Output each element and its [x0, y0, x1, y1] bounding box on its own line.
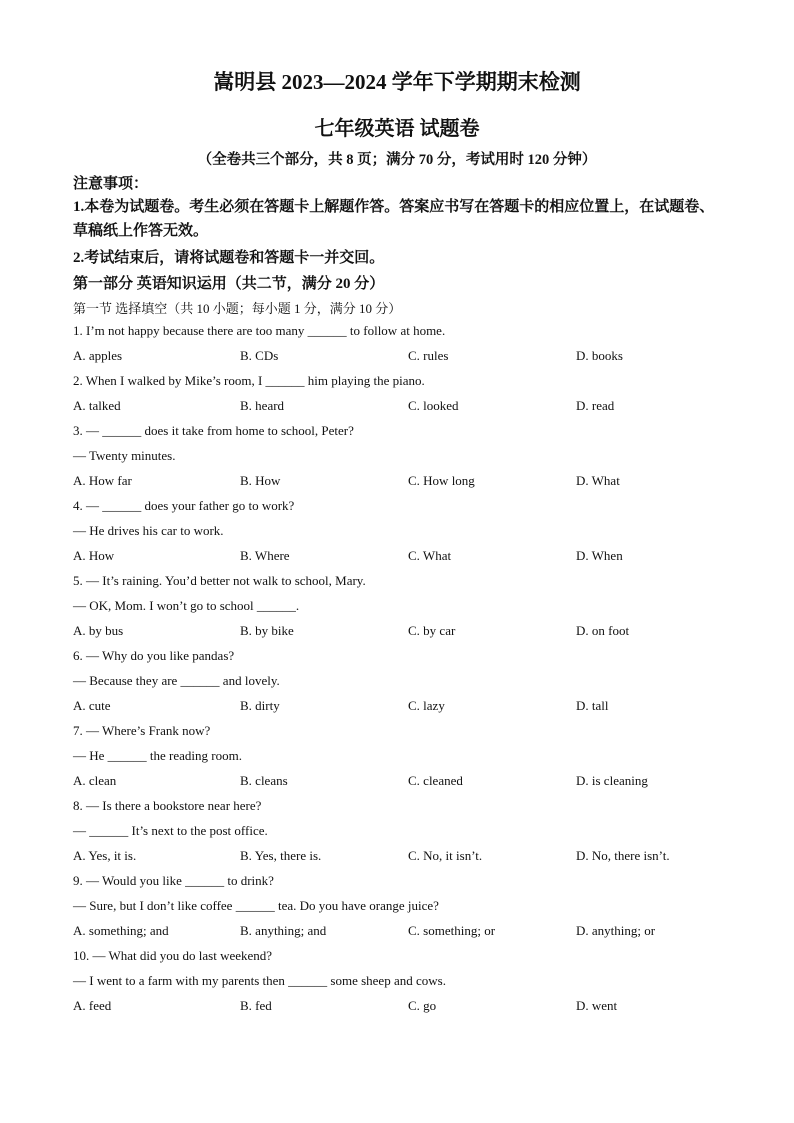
question-1-line-1: 1. I’m not happy because there are too many ______ to follow at home. [73, 323, 446, 338]
question-6-line-1: 6. — Why do you like pandas? [73, 648, 235, 663]
question-3-line-1: 3. — ______ does it take from home to school, Peter? [73, 423, 354, 438]
question-5-line-1: 5. — It’s raining. You’d better not walk to school, Mary. [73, 573, 366, 588]
question-6-line-2: — Because they are ______ and lovely. [73, 673, 280, 688]
question-7-option-C: C. cleaned [408, 773, 463, 788]
question-6-option-C: C. lazy [408, 698, 445, 713]
question-10-line-2: — I went to a farm with my parents then ______ some sheep and cows. [73, 973, 446, 988]
question-9-line-1: 9. — Would you like ______ to drink? [73, 873, 274, 888]
question-10-option-B: B. fed [240, 998, 272, 1013]
exam-title: 嵩明县 2023—2024 学年下学期期末检测 [213, 70, 581, 94]
section1-heading: 第一节 选择填空（共 10 小题；每小题 1 分，满分 10 分） [73, 301, 402, 316]
question-8-option-B: B. Yes, there is. [240, 848, 322, 863]
question-6-option-D: D. tall [576, 698, 609, 713]
question-9-line-2: — Sure, but I don’t like coffee ______ tea. Do you have orange juice? [73, 898, 439, 913]
question-3-option-B: B. How [240, 473, 281, 488]
question-2-option-C: C. looked [408, 398, 459, 413]
question-4-line-2: — He drives his car to work. [73, 523, 224, 538]
question-2-line-1: 2. When I walked by Mike’s room, I ______ him playing the piano. [73, 373, 425, 388]
question-8-option-D: D. No, there isn’t. [576, 848, 670, 863]
question-4-option-B: B. Where [240, 548, 290, 563]
question-9-option-D: D. anything; or [576, 923, 656, 938]
question-8-line-1: 8. — Is there a bookstore near here? [73, 798, 262, 813]
question-7-option-B: B. cleans [240, 773, 288, 788]
part1-heading: 第一部分 英语知识运用（共二节，满分 20 分） [73, 276, 385, 292]
question-10-option-A: A. feed [73, 998, 112, 1013]
question-7-line-1: 7. — Where’s Frank now? [73, 723, 211, 738]
question-2-option-A: A. talked [73, 398, 121, 413]
question-5-option-A: A. by bus [73, 623, 124, 638]
question-2-option-D: D. read [576, 398, 615, 413]
question-10-option-D: D. went [576, 998, 618, 1013]
question-5-option-D: D. on foot [576, 623, 630, 638]
exam-info: （全卷共三个部分，共 8 页；满分 70 分，考试用时 120 分钟） [197, 152, 597, 168]
question-7-option-A: A. clean [73, 773, 117, 788]
question-8-option-C: C. No, it isn’t. [408, 848, 483, 863]
question-5-option-C: C. by car [408, 623, 456, 638]
question-3-option-A: A. How far [73, 473, 132, 488]
question-5-option-B: B. by bike [240, 623, 294, 638]
question-5-line-2: — OK, Mom. I won’t go to school ______. [73, 598, 300, 613]
question-8-line-2: — ______ It’s next to the post office. [73, 823, 268, 838]
question-7-option-D: D. is cleaning [576, 773, 648, 788]
question-10-option-C: C. go [408, 998, 437, 1013]
question-9-option-A: A. something; and [73, 923, 169, 938]
question-3-line-2: — Twenty minutes. [73, 448, 176, 463]
question-4-line-1: 4. — ______ does your father go to work? [73, 498, 295, 513]
question-6-option-B: B. dirty [240, 698, 280, 713]
question-9-option-C: C. something; or [408, 923, 496, 938]
question-4-option-D: D. When [576, 548, 623, 563]
notes-item-1: 1.本卷为试题卷。考生必须在答题卡上解题作答。答案应书写在答题卡的相应位置上，在试题卷、草稿纸上作答无效。 [73, 199, 715, 239]
question-3-option-D: D. What [576, 473, 620, 488]
notes-item-2: 2.考试结束后，请将试题卷和答题卡一并交回。 [73, 250, 385, 266]
exam-subtitle: 七年级英语 试题卷 [314, 118, 480, 140]
question-4-option-C: C. What [408, 548, 452, 563]
question-2-option-B: B. heard [240, 398, 285, 413]
question-1-option-A: A. apples [73, 348, 123, 363]
notes-heading: 注意事项： [73, 176, 149, 192]
question-6-option-A: A. cute [73, 698, 111, 713]
question-8-option-A: A. Yes, it is. [73, 848, 137, 863]
question-3-option-C: C. How long [408, 473, 475, 488]
question-1-option-C: C. rules [408, 348, 449, 363]
question-7-line-2: — He ______ the reading room. [73, 748, 242, 763]
question-10-line-1: 10. — What did you do last weekend? [73, 948, 273, 963]
question-1-option-D: D. books [576, 348, 623, 363]
question-9-option-B: B. anything; and [240, 923, 327, 938]
question-1-option-B: B. CDs [240, 348, 279, 363]
question-4-option-A: A. How [73, 548, 115, 563]
